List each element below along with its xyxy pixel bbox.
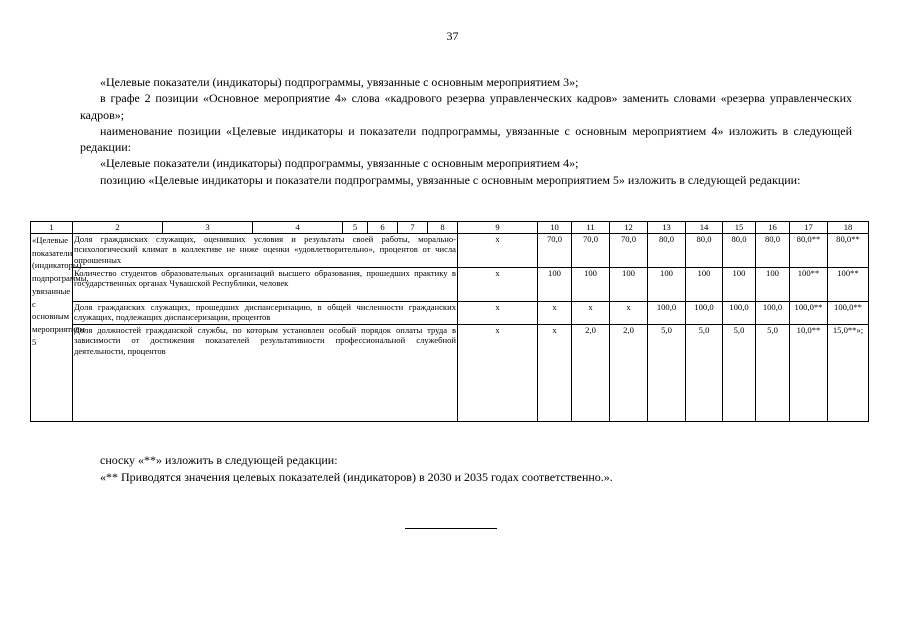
intro-paragraph: позицию «Целевые индикаторы и показатели подпрограммы, увязанные с основным мероприятием 5» изложить в следующей редакции: [100, 172, 801, 187]
table-row [31, 268, 869, 302]
column-header: 5 [343, 222, 368, 234]
value-cell: x [610, 302, 648, 325]
intro-text [80, 74, 852, 188]
indicator-name-cell: Доля гражданских служащих, оценивших условия и результаты своей работы, морально-психологический климат в коллективе не ниже оценки «удовлетворительно», процентов от числа опрошенных [73, 234, 458, 268]
value-cell: 100** [828, 268, 869, 302]
value-cell: x [538, 302, 572, 325]
column-header: 16 [756, 222, 790, 234]
value-cell: 100,0 [756, 302, 790, 325]
value-cell: 5,0 [723, 325, 756, 422]
column-header: 12 [610, 222, 648, 234]
value-cell: 100 [572, 268, 610, 302]
table-row [31, 234, 869, 268]
column-header: 7 [398, 222, 428, 234]
value-cell: 100,0** [828, 302, 869, 325]
value-cell: 10,0** [790, 325, 828, 422]
column-header: 6 [368, 222, 398, 234]
value-cell: 5,0 [756, 325, 790, 422]
column-header: 17 [790, 222, 828, 234]
value-cell: 70,0 [572, 234, 610, 268]
column-header: 11 [572, 222, 610, 234]
table-row [31, 302, 869, 325]
value-cell: 100,0 [648, 302, 686, 325]
value-cell: 100 [538, 268, 572, 302]
column-header: 2 [73, 222, 163, 234]
outro-text [80, 452, 852, 486]
value-cell: 100 [686, 268, 723, 302]
program-label-cell: «Целевые показатели (индикаторы) подпрограммы, увязанные с основным мероприятием 5 [31, 234, 73, 422]
footnote-paragraph: «** Приводятся значения целевых показателей (индикаторов) в 2030 и 2035 годах соответственно.». [100, 470, 613, 484]
column-header: 13 [648, 222, 686, 234]
table-header-row [31, 222, 869, 234]
intro-paragraph: наименование позиции «Целевые индикаторы и показатели подпрограммы, увязанные с основным мероприятием 4» изложить в следующей редакции: [80, 123, 852, 155]
intro-paragraph: в графе 2 позиции «Основное мероприятие 4» слова «кадрового резерва управленческих кадров» заменить словами «резерва управленческих кадров»; [80, 91, 852, 122]
column-header: 10 [538, 222, 572, 234]
value-cell: 100 [756, 268, 790, 302]
value-cell: 15,0**»; [828, 325, 869, 422]
value-cell: x [458, 302, 538, 325]
indicator-name-cell: Доля должностей гражданской службы, по которым установлен особый порядок оплаты труда в зависимости от достижения показателей результативности профессиональной служебной деятельности, процентов [73, 325, 458, 422]
value-cell: 5,0 [686, 325, 723, 422]
value-cell: 100,0 [686, 302, 723, 325]
page-number: 37 [446, 29, 459, 43]
value-cell: 80,0 [756, 234, 790, 268]
value-cell: 80,0** [790, 234, 828, 268]
column-header: 4 [253, 222, 343, 234]
value-cell: 100 [610, 268, 648, 302]
value-cell: 70,0 [610, 234, 648, 268]
value-cell: 5,0 [648, 325, 686, 422]
value-cell: 100 [648, 268, 686, 302]
column-header: 18 [828, 222, 869, 234]
column-header: 14 [686, 222, 723, 234]
value-cell: 80,0 [686, 234, 723, 268]
column-header: 9 [458, 222, 538, 234]
table-row [31, 325, 869, 422]
column-header: 15 [723, 222, 756, 234]
value-cell: x [458, 234, 538, 268]
indicators-table [30, 221, 869, 422]
value-cell: x [538, 325, 572, 422]
column-header: 3 [163, 222, 253, 234]
value-cell: 80,0 [648, 234, 686, 268]
column-header: 1 [31, 222, 73, 234]
indicator-name-cell: Количество студентов образовательных организаций высшего образования, прошедших практику в государственных органах Чувашской Республики, человек [73, 268, 458, 302]
value-cell: 100,0** [790, 302, 828, 325]
indicator-name-cell: Доля гражданских служащих, прошедших диспансеризацию, в общей численности гражданских служащих, подлежащих диспансеризации, процентов [73, 302, 458, 325]
value-cell: 100 [723, 268, 756, 302]
outro-paragraph: сноску «**» изложить в следующей редакции: [100, 453, 338, 467]
value-cell: x [572, 302, 610, 325]
value-cell: 100,0 [723, 302, 756, 325]
value-cell: 80,0 [723, 234, 756, 268]
value-cell: 2,0 [610, 325, 648, 422]
value-cell: 80,0** [828, 234, 869, 268]
intro-paragraph: «Целевые показатели (индикаторы) подпрограммы, увязанные с основным мероприятием 3»; [100, 75, 579, 89]
value-cell: x [458, 268, 538, 302]
separator-line [405, 528, 497, 529]
value-cell: 70,0 [538, 234, 572, 268]
column-header: 8 [428, 222, 458, 234]
value-cell: 2,0 [572, 325, 610, 422]
intro-paragraph: «Целевые показатели (индикаторы) подпрограммы, увязанные с основным мероприятием 4»; [100, 156, 579, 171]
value-cell: x [458, 325, 538, 422]
value-cell: 100** [790, 268, 828, 302]
